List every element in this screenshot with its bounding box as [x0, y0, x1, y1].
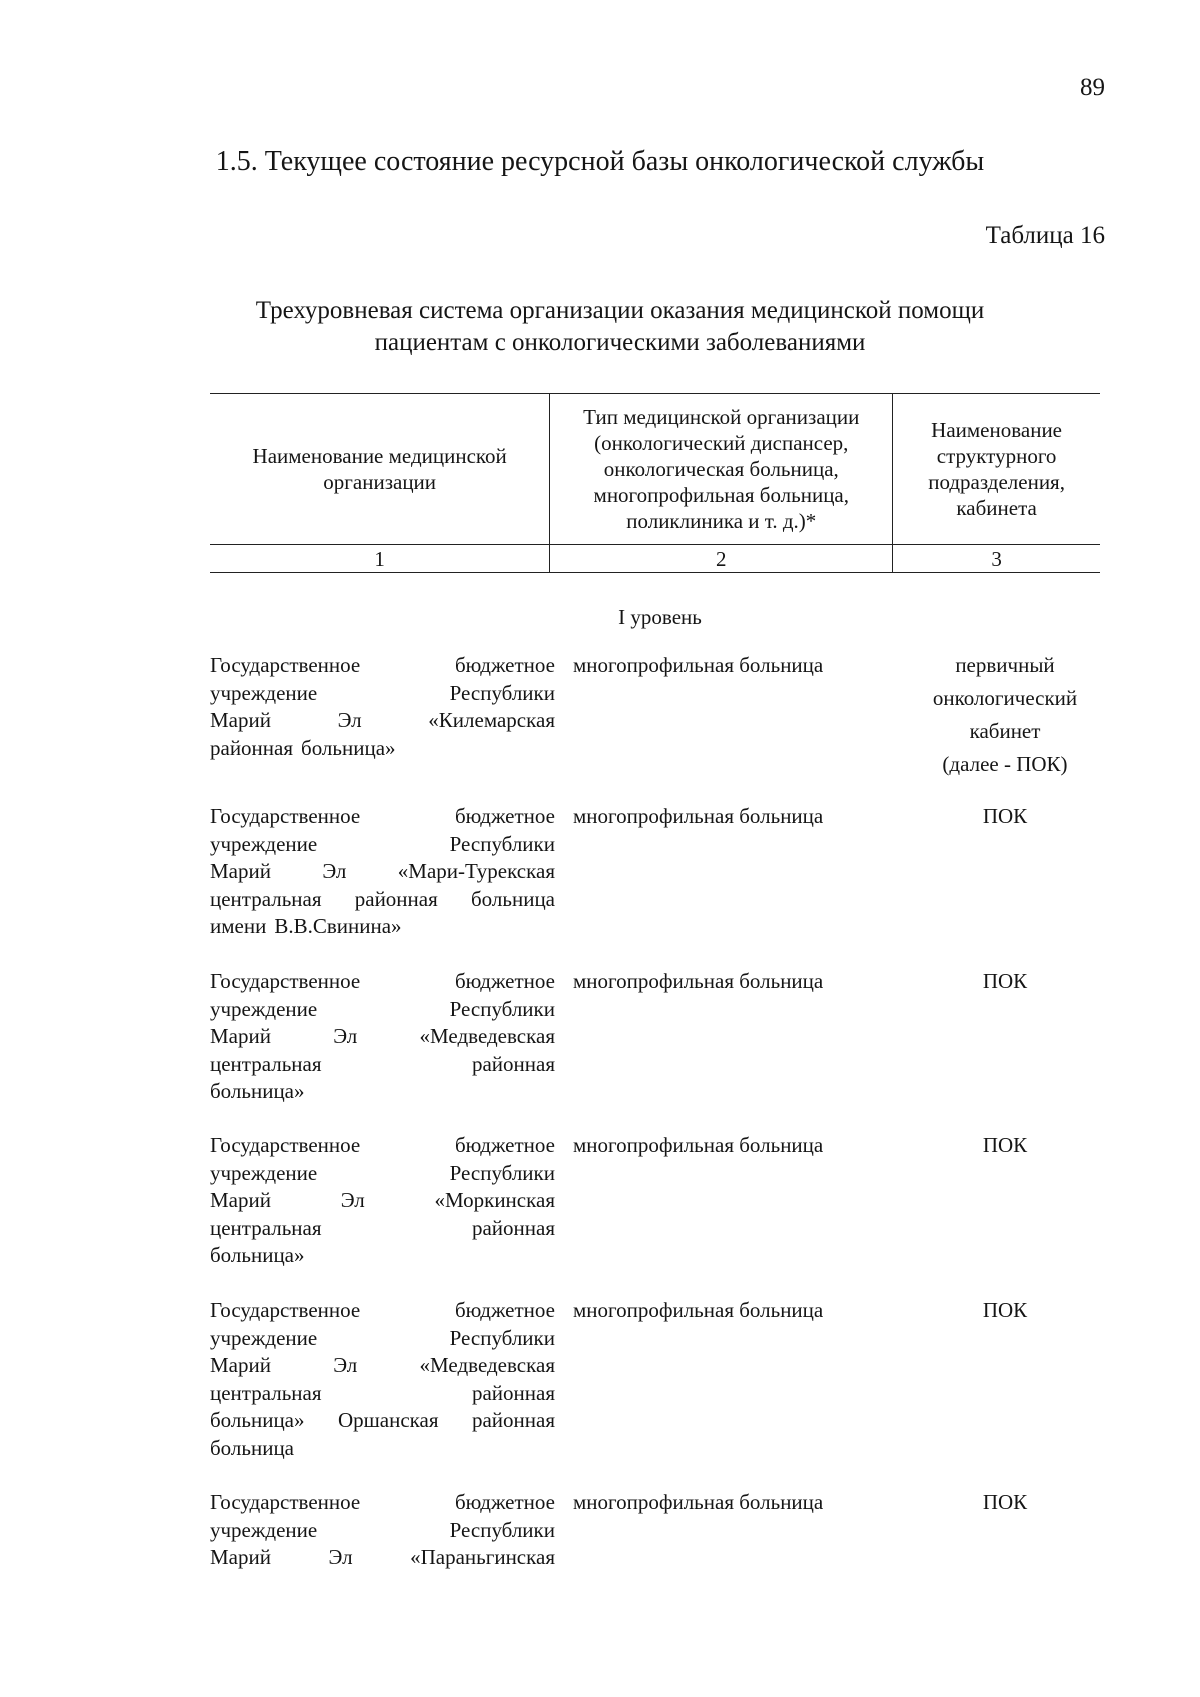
- organization-name-line: центральная районная: [210, 1380, 555, 1405]
- organization-type: многопрофильная больница: [573, 1490, 824, 1514]
- organization-name-line: учреждение Республики: [210, 1517, 555, 1542]
- organization-name-line: Государственное бюджетное: [210, 969, 555, 993]
- section-title: 1.5. Текущее состояние ресурсной базы онкологической службы: [215, 146, 985, 177]
- header-number: 1: [210, 545, 550, 573]
- table-caption-line: Трехуровневая система организации оказания медицинской помощи: [255, 297, 985, 324]
- organization-name-line: Государственное бюджетное: [210, 1133, 555, 1157]
- header-number: 2: [550, 545, 893, 573]
- organization-name-line: учреждение Республики: [210, 680, 555, 705]
- organization-name-line: учреждение Республики: [210, 831, 555, 856]
- header-col-type: Тип медицинской организации (онкологический диспансер, онкологическая больница, многопрофильная больница, поликлиника и т. д.)*: [550, 394, 893, 545]
- organization-name-line: больница» Оршанская районная: [210, 1408, 555, 1432]
- organization-name-line: Государственное бюджетное: [210, 653, 555, 677]
- table-label: Таблица 16: [985, 222, 1105, 249]
- organization-name-line: центральная районная: [210, 1215, 555, 1240]
- organization-name-line: Государственное бюджетное: [210, 804, 555, 828]
- organization-name-line: Государственное бюджетное: [210, 1490, 555, 1514]
- table-caption: [130, 295, 1110, 359]
- organization-name-line: больница»: [210, 1243, 305, 1267]
- organization-name: [210, 1132, 555, 1270]
- page-number: 89: [1080, 74, 1105, 101]
- level-title: I уровень: [618, 605, 702, 629]
- structural-unit: ПОК: [982, 1490, 1028, 1514]
- organization-name-line: имени В.В.Свинина»: [210, 914, 402, 938]
- organization-type: многопрофильная больница: [573, 804, 824, 828]
- organization-name: [210, 803, 555, 941]
- organization-name: [210, 968, 555, 1106]
- table-header: [210, 393, 1100, 573]
- organization-name-line: больница: [210, 1435, 294, 1460]
- organization-name: [210, 652, 555, 762]
- structural-unit: первичный онкологический кабинет (далее - ПОК): [932, 653, 1078, 776]
- organization-name: [210, 1297, 555, 1462]
- organization-type: многопрофильная больница: [573, 1298, 824, 1322]
- structural-unit: ПОК: [982, 1298, 1028, 1322]
- organization-name-line: Марий Эл «Моркинская: [210, 1188, 555, 1212]
- organization-name-line: учреждение Республики: [210, 996, 555, 1021]
- organization-type: многопрофильная больница: [573, 653, 824, 677]
- header-number: 3: [893, 545, 1100, 573]
- organization-name-line: учреждение Республики: [210, 1160, 555, 1185]
- table-caption-line: пациентам с онкологическими заболеваниями: [374, 329, 866, 356]
- organization-name-line: Марий Эл «Мари-Турекская: [210, 859, 555, 883]
- structural-unit: ПОК: [982, 1133, 1028, 1157]
- structural-unit: ПОК: [982, 969, 1028, 993]
- organization-name: [210, 1489, 555, 1572]
- organization-name-line: больница»: [210, 1079, 305, 1103]
- organization-name-line: Марий Эл «Медведевская: [210, 1024, 555, 1048]
- header-col-unit: Наименование структурного подразделения, кабинета: [893, 394, 1100, 545]
- organization-name-line: Государственное бюджетное: [210, 1298, 555, 1322]
- organization-name-line: Марий Эл «Медведевская: [210, 1353, 555, 1377]
- organization-name-line: центральная районная: [210, 1051, 555, 1076]
- organization-name-line: Марий Эл «Параньгинская: [210, 1545, 555, 1569]
- organization-name-line: учреждение Республики: [210, 1325, 555, 1350]
- organization-name-line: Марий Эл «Килемарская: [210, 708, 555, 732]
- organization-type: многопрофильная больница: [573, 1133, 824, 1157]
- organization-type: многопрофильная больница: [573, 969, 824, 993]
- organization-name-line: районная больница»: [210, 735, 396, 760]
- organization-name-line: центральная районная больница: [210, 886, 555, 911]
- structural-unit: ПОК: [982, 804, 1028, 828]
- header-col-name: Наименование медицинской организации: [210, 394, 550, 545]
